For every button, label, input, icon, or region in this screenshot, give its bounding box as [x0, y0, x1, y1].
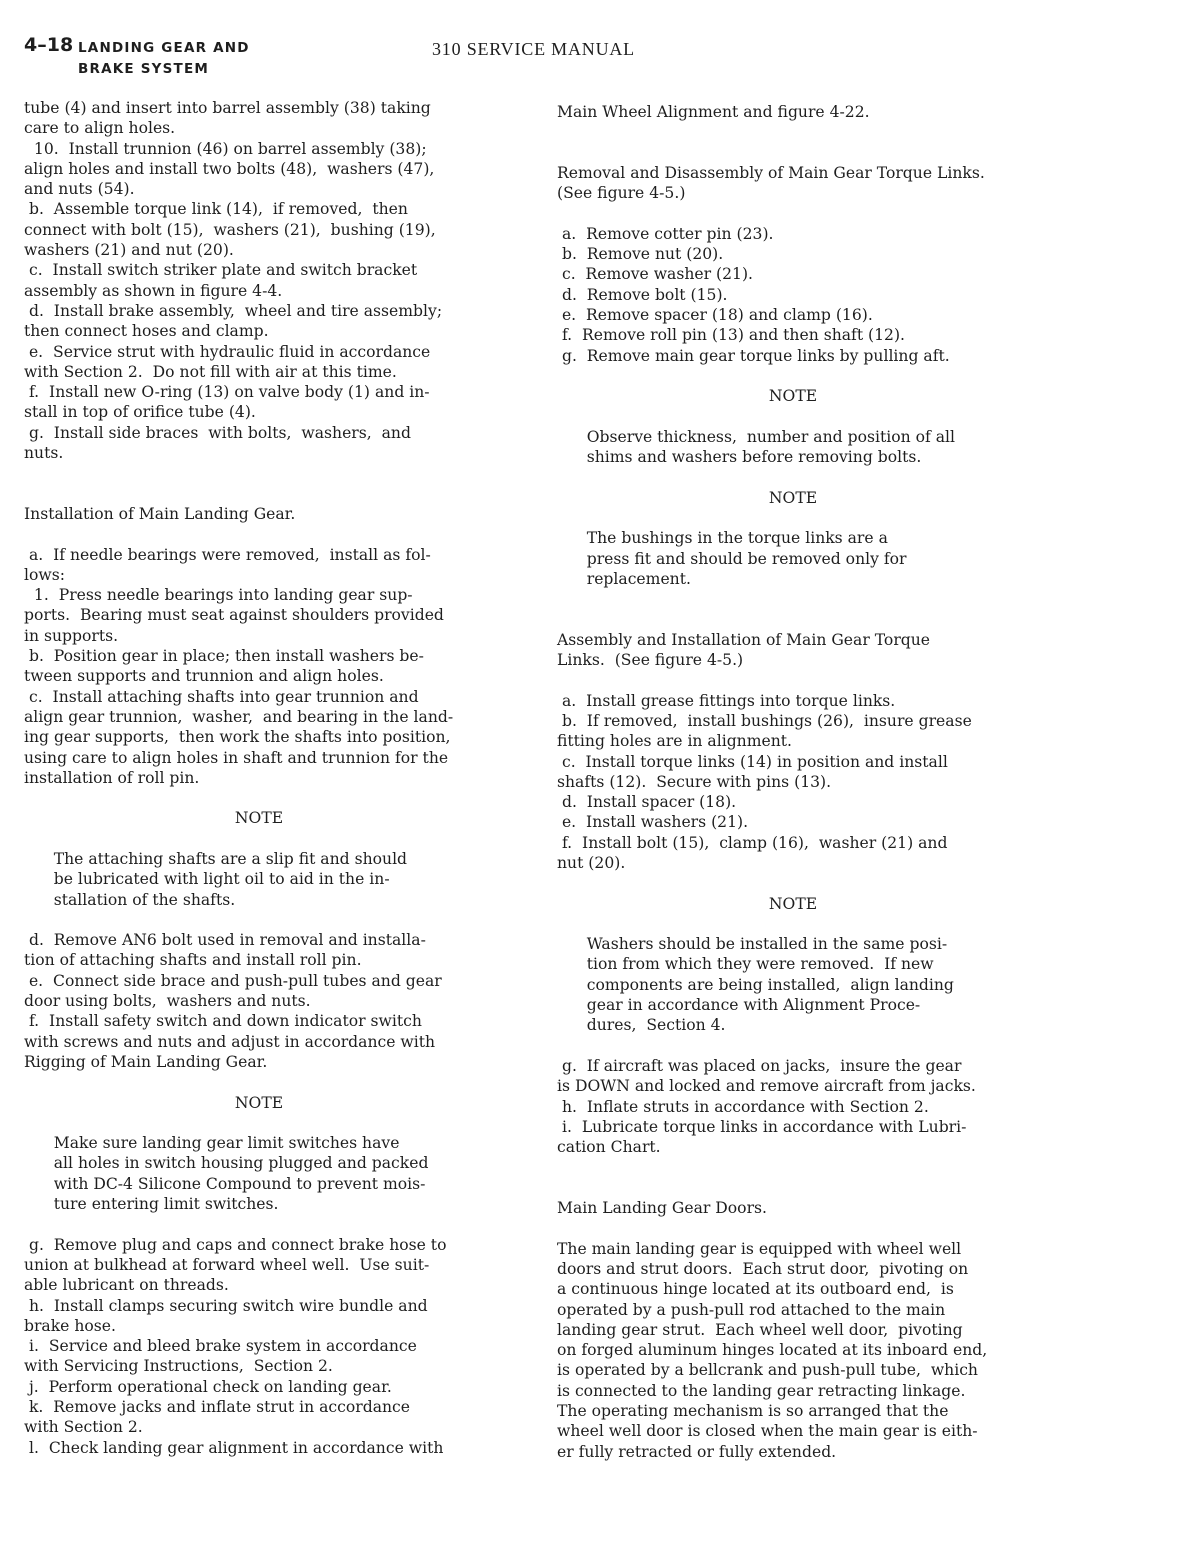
text-line: b. Remove nut (20). — [557, 245, 724, 264]
text-line: doors and strut doors. Each strut door, pivoting on — [557, 1259, 969, 1278]
text-line: g. Install side braces with bolts, washers, and — [24, 423, 411, 442]
text-line: f. Install bolt (15), clamp (16), washer (21) and — [557, 833, 948, 852]
text-line: d. Remove bolt (15). — [557, 285, 728, 304]
text-line: then connect hoses and clamp. — [24, 322, 269, 341]
text-line: tween supports and trunnion and align holes. — [24, 667, 384, 686]
text-line: d. Install spacer (18). — [557, 793, 737, 812]
text-line: using care to align holes in shaft and trunnion for the — [24, 748, 449, 767]
manual-title: 310 SERVICE MANUAL — [432, 39, 635, 59]
blank-line — [24, 788, 524, 808]
note-heading-line — [24, 808, 524, 828]
text-line: in supports. — [24, 626, 119, 645]
blank-line — [557, 589, 1057, 609]
text-line: is DOWN and locked and remove aircraft from jacks. — [557, 1077, 976, 1096]
text-line: Rigging of Main Landing Gear. — [24, 1052, 268, 1071]
note-heading: NOTE — [768, 387, 818, 406]
text-line: 1. Press needle bearings into landing gear sup- — [24, 586, 413, 605]
blank-line — [24, 484, 524, 504]
text-line: g. Remove plug and caps and connect brake hose to — [24, 1235, 447, 1254]
blank-line — [557, 406, 1057, 426]
text-line: installation of roll pin. — [24, 768, 200, 787]
note-heading: NOTE — [234, 1093, 284, 1112]
text-line: and nuts (54). — [24, 180, 135, 199]
text-line: cation Chart. — [557, 1138, 661, 1157]
text-line: align gear trunnion, washer, and bearing in the land- — [24, 707, 454, 726]
text-line: b. Assemble torque link (14), if removed, then — [24, 200, 408, 219]
text-line: a. Remove cotter pin (23). — [557, 224, 774, 243]
text-line: washers (21) and nut (20). — [24, 241, 234, 260]
blank-line — [24, 910, 524, 930]
note-heading: NOTE — [768, 488, 818, 507]
text-line: brake hose. — [24, 1316, 116, 1335]
blank-line — [557, 1157, 1057, 1177]
text-line: g. If aircraft was placed on jacks, insure the gear — [557, 1056, 962, 1075]
text-line: union at bulkhead at forward wheel well. Use suit- — [24, 1255, 430, 1274]
note-heading-line — [557, 386, 1057, 406]
text-line: The bushings in the torque links are a — [557, 529, 888, 548]
note-heading-line — [557, 894, 1057, 914]
text-line: components are being installed, align landing — [557, 975, 954, 994]
text-line: c. Install torque links (14) in position and install — [557, 752, 948, 771]
text-line: ing gear supports, then work the shafts into position, — [24, 728, 451, 747]
text-line: all holes in switch housing plugged and packed — [24, 1154, 429, 1173]
text-line: (See figure 4-5.) — [557, 184, 686, 203]
text-line: with Section 2. — [24, 1418, 143, 1437]
text-line: e. Connect side brace and push-pull tubes and gear — [24, 971, 442, 990]
text-line: e. Remove spacer (18) and clamp (16). — [557, 305, 873, 324]
text-line: with Servicing Instructions, Section 2. — [24, 1357, 333, 1376]
text-line: stallation of the shafts. — [24, 890, 236, 909]
text-line: able lubricant on threads. — [24, 1276, 229, 1295]
text-line: tube (4) and insert into barrel assembly (38) taking — [24, 99, 431, 117]
text-line: tion from which they were removed. If new — [557, 955, 934, 974]
text-line: c. Install switch striker plate and switch bracket — [24, 261, 418, 280]
text-line: g. Remove main gear torque links by pulling aft. — [557, 346, 950, 365]
text-line: Observe thickness, number and position of all — [557, 427, 955, 446]
blank-line — [557, 1218, 1057, 1238]
text-line: e. Install washers (21). — [557, 813, 749, 832]
text-line: dures, Section 4. — [557, 1016, 726, 1035]
text-line: on forged aluminum hinges located at its inboard end, — [557, 1341, 988, 1360]
text-line: 10. Install trunnion (46) on barrel assembly (38); — [24, 139, 427, 158]
blank-line — [24, 829, 524, 849]
text-line: shafts (12). Secure with pins (13). — [557, 772, 832, 791]
text-line: l. Check landing gear alignment in accordance with — [24, 1438, 444, 1457]
text-line: Make sure landing gear limit switches have — [24, 1134, 400, 1153]
text-line: ture entering limit switches. — [24, 1195, 279, 1214]
blank-line — [557, 143, 1057, 163]
left-column — [24, 98, 524, 1458]
section-title — [78, 38, 250, 80]
text-line: Main Landing Gear Doors. — [557, 1199, 767, 1218]
text-line: The attaching shafts are a slip fit and should — [24, 849, 408, 868]
text-line: c. Install attaching shafts into gear trunnion and — [24, 687, 419, 706]
text-line: nut (20). — [557, 853, 626, 872]
text-line: tion of attaching shafts and install roll pin. — [24, 951, 362, 970]
text-line: Removal and Disassembly of Main Gear Torque Links. — [557, 163, 985, 182]
blank-line — [557, 203, 1057, 223]
blank-line — [557, 873, 1057, 893]
page-number: 4–18 — [24, 34, 74, 56]
text-line: align holes and install two bolts (48), washers (47), — [24, 159, 435, 178]
blank-line — [557, 1036, 1057, 1056]
text-line: e. Service strut with hydraulic fluid in accordance — [24, 342, 431, 361]
note-heading: NOTE — [768, 894, 818, 913]
text-line: operated by a push-pull rod attached to the main — [557, 1300, 946, 1319]
text-line: replacement. — [557, 569, 691, 588]
text-line: stall in top of orifice tube (4). — [24, 403, 256, 422]
text-line: with DC-4 Silicone Compound to prevent mois- — [24, 1174, 426, 1193]
text-line: Installation of Main Landing Gear. — [24, 504, 296, 523]
text-line: gear in accordance with Alignment Proce- — [557, 996, 921, 1015]
note-heading-line — [24, 1093, 524, 1113]
text-line: Washers should be installed in the same posi- — [557, 935, 948, 954]
text-line: Assembly and Installation of Main Gear Torque — [557, 630, 931, 649]
blank-line — [557, 467, 1057, 487]
text-line: door using bolts, washers and nuts. — [24, 992, 311, 1011]
blank-line — [557, 914, 1057, 934]
right-column — [557, 102, 1057, 1462]
blank-line — [24, 1113, 524, 1133]
section-title-line1: LANDING GEAR AND — [78, 40, 250, 56]
text-line: i. Service and bleed brake system in accordance — [24, 1337, 417, 1356]
blank-line — [557, 122, 1057, 142]
text-line: d. Install brake assembly, wheel and tire assembly; — [24, 301, 443, 320]
text-line: with screws and nuts and adjust in accordance with — [24, 1032, 436, 1051]
text-line: care to align holes. — [24, 119, 176, 138]
text-line: Links. (See figure 4-5.) — [557, 651, 744, 670]
text-line: h. Install clamps securing switch wire bundle and — [24, 1296, 428, 1315]
blank-line — [557, 1178, 1057, 1198]
note-heading-line — [557, 488, 1057, 508]
blank-line — [557, 366, 1057, 386]
blank-line — [557, 670, 1057, 690]
note-heading: NOTE — [234, 809, 284, 828]
text-line: f. Install new O-ring (13) on valve body (1) and in- — [24, 383, 430, 402]
text-line: b. If removed, install bushings (26), insure grease — [557, 711, 972, 730]
text-line: is connected to the landing gear retracting linkage. — [557, 1381, 966, 1400]
text-line: The operating mechanism is so arranged that the — [557, 1402, 949, 1420]
text-line: lows: — [24, 565, 65, 584]
text-line: The main landing gear is equipped with wheel well — [557, 1239, 962, 1258]
text-line: Main Wheel Alignment and figure 4-22. — [557, 103, 870, 121]
text-line: c. Remove washer (21). — [557, 265, 753, 284]
text-line: nuts. — [24, 444, 64, 463]
text-line: connect with bolt (15), washers (21), bushing (19), — [24, 220, 436, 239]
text-line: b. Position gear in place; then install washers be- — [24, 647, 424, 666]
text-line: i. Lubricate torque links in accordance with Lubri- — [557, 1117, 967, 1136]
blank-line — [557, 609, 1057, 629]
text-line: d. Remove AN6 bolt used in removal and installa- — [24, 931, 426, 950]
section-title-line2: BRAKE SYSTEM — [78, 61, 210, 77]
text-line: a. Install grease fittings into torque links. — [557, 691, 896, 710]
text-line: landing gear strut. Each wheel well door, pivoting — [557, 1320, 963, 1339]
text-line: f. Install safety switch and down indicator switch — [24, 1012, 422, 1031]
text-line: f. Remove roll pin (13) and then shaft (12). — [557, 326, 906, 345]
blank-line — [24, 524, 524, 544]
text-line: wheel well door is closed when the main gear is eith- — [557, 1422, 978, 1441]
text-line: er fully retracted or fully extended. — [557, 1442, 837, 1461]
text-line: ports. Bearing must seat against shoulders provided — [24, 606, 444, 625]
text-line: a continuous hinge located at its outboard end, is — [557, 1280, 954, 1299]
text-line: shims and washers before removing bolts. — [557, 448, 922, 467]
blank-line — [24, 1072, 524, 1092]
text-line: k. Remove jacks and inflate strut in accordance — [24, 1398, 411, 1416]
text-line: j. Perform operational check on landing gear. — [24, 1377, 392, 1396]
blank-line — [24, 1214, 524, 1234]
blank-line — [24, 463, 524, 483]
text-line: press fit and should be removed only for — [557, 549, 907, 568]
text-line: fitting holes are in alignment. — [557, 732, 793, 751]
blank-line — [557, 508, 1057, 528]
text-line: is operated by a bellcrank and push-pull tube, which — [557, 1361, 978, 1380]
text-line: be lubricated with light oil to aid in the in- — [24, 870, 390, 889]
text-line: with Section 2. Do not fill with air at this time. — [24, 362, 397, 381]
text-line: assembly as shown in figure 4-4. — [24, 281, 283, 300]
text-line: a. If needle bearings were removed, install as fol- — [24, 545, 431, 564]
text-line: h. Inflate struts in accordance with Section 2. — [557, 1097, 929, 1116]
